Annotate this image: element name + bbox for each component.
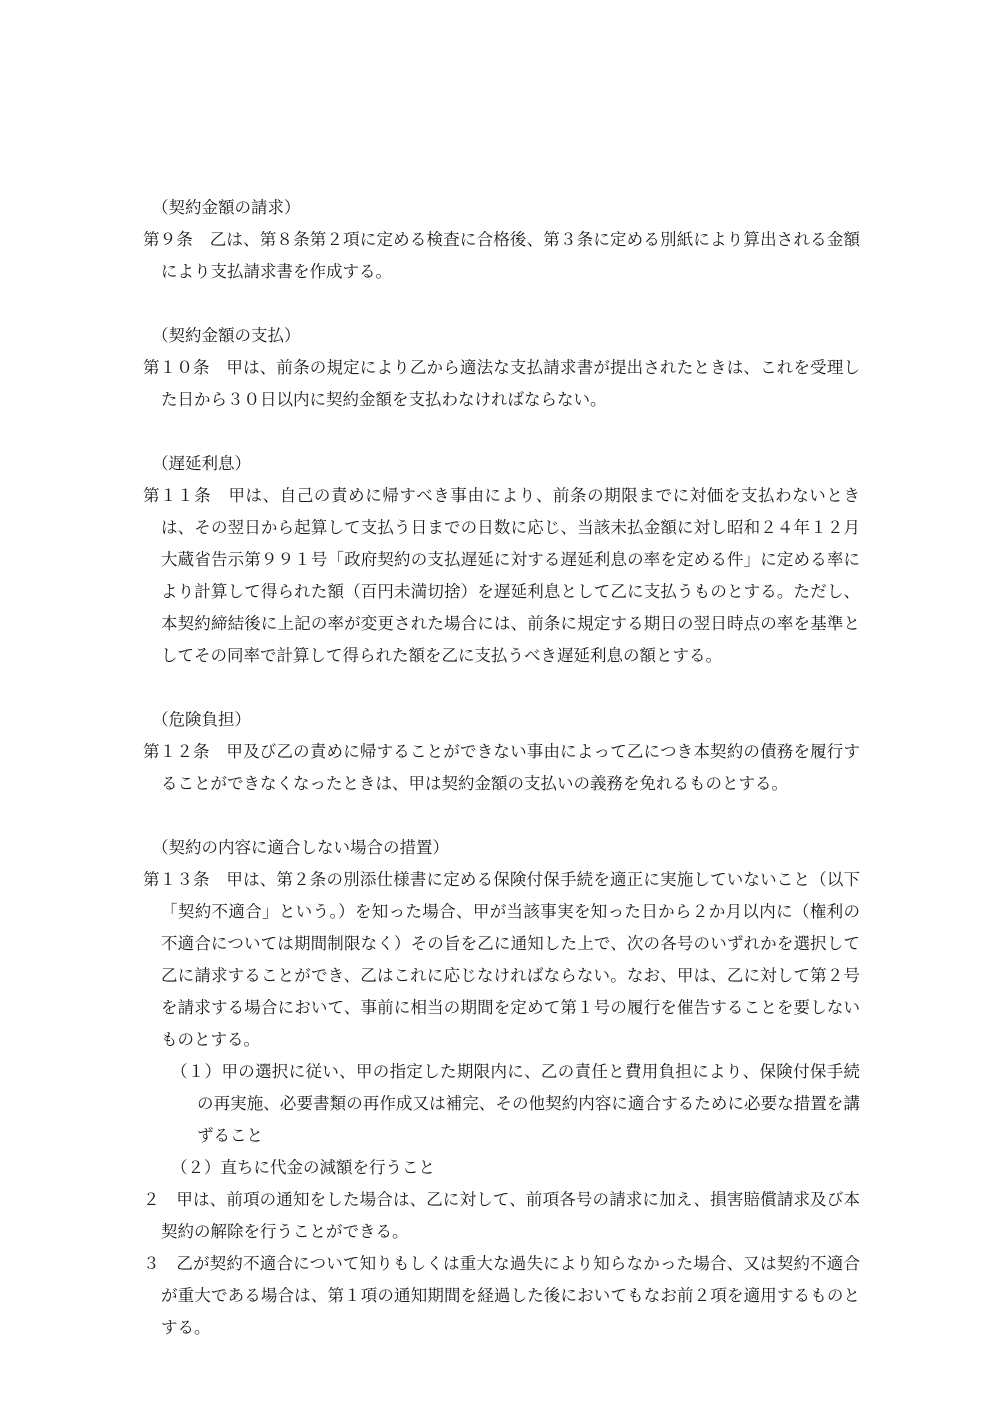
spacer bbox=[143, 800, 860, 832]
article-13-heading: （契約の内容に適合しない場合の措置） bbox=[152, 838, 449, 857]
article-12-heading: （危険負担） bbox=[152, 710, 251, 729]
spacer bbox=[143, 672, 860, 704]
article-13-item-1: （１）甲の選択に従い、甲の指定した期限内に、乙の責任と費用負担により、保険付保手続の再実施、必要書類の再作成又は補完、その他契約内容に適合するために必要な措置を講ずること bbox=[171, 1062, 860, 1145]
article-11-heading: （遅延利息） bbox=[152, 454, 251, 473]
contract-text bbox=[143, 192, 860, 1344]
article-12-body: 第１２条 甲及び乙の責めに帰することができない事由によって乙につき本契約の債務を履行することができなくなったときは、甲は契約金額の支払いの義務を免れるものとする。 bbox=[143, 742, 860, 793]
article-13-item-2: （２）直ちに代金の減額を行うこと bbox=[171, 1158, 435, 1177]
article-10-body: 第１０条 甲は、前条の規定により乙から適法な支払請求書が提出されたときは、これを受理した日から３０日以内に契約金額を支払わなければならない。 bbox=[143, 358, 860, 409]
article-13-paragraph-2: ２ 甲は、前項の通知をした場合は、乙に対して、前項各号の請求に加え、損害賠償請求及び本契約の解除を行うことができる。 bbox=[143, 1190, 860, 1241]
spacer bbox=[143, 288, 860, 320]
article-13-body: 第１３条 甲は、第２条の別添仕様書に定める保険付保手続を適正に実施していないこと（以下「契約不適合」という。）を知った場合、甲が当該事実を知った日から２か月以内に（権利の不適合については期間制限なく）その旨を乙に通知した上で、次の各号のいずれかを選択して乙に請求することができ、乙はこれに応じなければならない。なお、甲は、乙に対して第２号を請求する場合において、事前に相当の期間を定めて第１号の履行を催告することを要しないものとする。 bbox=[143, 870, 860, 1049]
article-11-body: 第１１条 甲は、自己の責めに帰すべき事由により、前条の期限までに対価を支払わないときは、その翌日から起算して支払う日までの日数に応じ、当該未払金額に対し昭和２４年１２月大蔵省告示第９９１号「政府契約の支払遅延に対する遅延利息の率を定める件」に定める率により計算して得られた額（百円未満切捨）を遅延利息として乙に支払うものとする。ただし、本契約締結後に上記の率が変更された場合には、前条に規定する期日の翌日時点の率を基準としてその同率で計算して得られた額を乙に支払うべき遅延利息の額とする。 bbox=[143, 486, 861, 665]
article-9-body: 第９条 乙は、第８条第２項に定める検査に合格後、第３条に定める別紙により算出される金額により支払請求書を作成する。 bbox=[143, 230, 860, 281]
article-9-heading: （契約金額の請求） bbox=[152, 198, 301, 217]
article-13-paragraph-3: ３ 乙が契約不適合について知りもしくは重大な過失により知らなかった場合、又は契約不適合が重大である場合は、第１項の通知期間を経過した後においてもなお前２項を適用するものとする。 bbox=[143, 1254, 860, 1337]
article-10-heading: （契約金額の支払） bbox=[152, 326, 301, 345]
spacer bbox=[143, 416, 860, 448]
